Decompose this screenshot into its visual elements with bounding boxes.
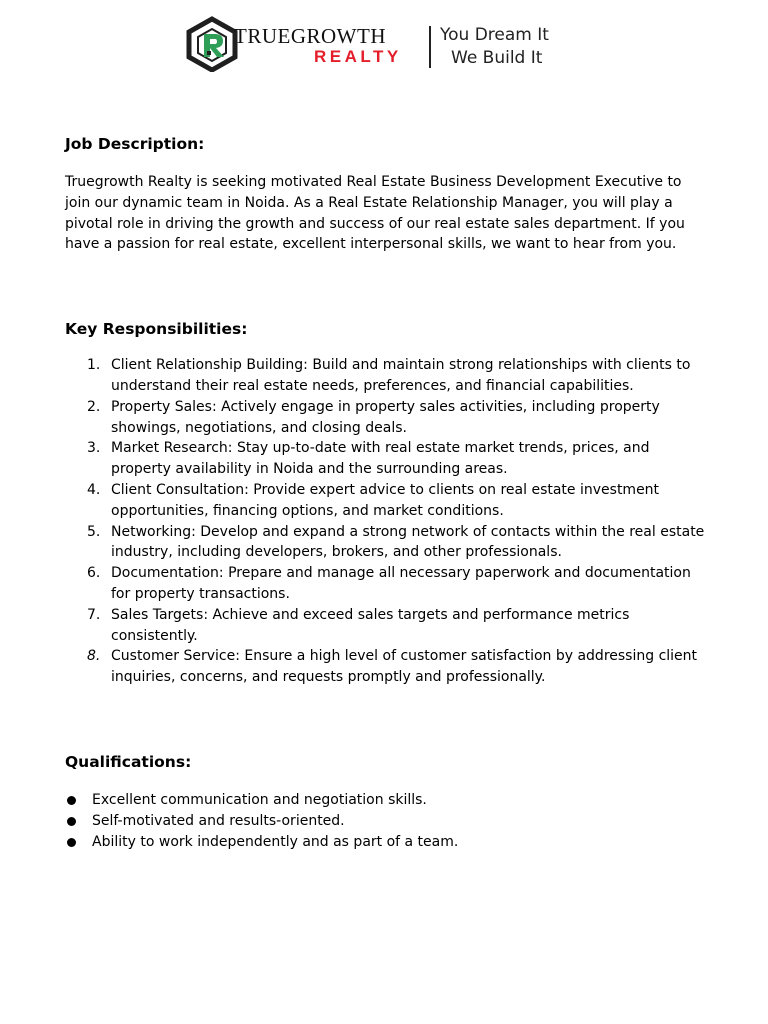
responsibilities-section [65,317,705,688]
item-text: Self-motivated and results-oriented. [92,812,345,829]
item-text: Excellent communication and negotiation skills. [92,791,427,808]
brand-subtitle: REALTY [314,47,402,66]
item-number: 3. [87,440,101,457]
tagline-line-1: You Dream It [440,25,549,45]
item-text: Documentation: Prepare and manage all necessary paperwork and documentation for property transactions. [111,565,691,602]
responsibility-item [65,563,705,605]
bullet-icon [67,796,76,805]
item-number: 7. [87,606,101,623]
item-text: Ability to work independently and as part of a team. [92,833,459,850]
item-text: Networking: Develop and expand a strong network of contacts within the real estate industry, including developers, brokers, and other professionals. [111,523,705,561]
tagline [440,24,549,70]
item-number: 1. [87,357,101,374]
item-text: Market Research: Stay up-to-date with real estate market trends, prices, and property availability in Noida and the surrounding areas. [111,440,650,478]
responsibility-item [65,522,705,564]
item-text: Client Consultation: Provide expert advice to clients on real estate investment opportunities, financing options, and market conditions. [111,481,660,519]
bullet-icon [67,817,76,826]
responsibility-item [65,438,705,480]
item-text: Customer Service: Ensure a high level of customer satisfaction by addressing client inquiries, concerns, and requests promptly and professionally. [111,648,698,686]
job-description-heading: Job Description: [65,135,205,153]
item-number: 6. [87,565,101,582]
item-text: Property Sales: Actively engage in property sales activities, including property showings, negotiations, and closing deals. [111,398,660,436]
responsibility-item [65,355,705,397]
qualification-item [65,811,705,832]
responsibility-item [65,397,705,439]
job-description-text: Truegrowth Realty is seeking motivated Real Estate Business Development Executive to join our dynamic team in Noida. As a Real Estate Relationship Manager, you will play a pivotal role in driving the growth and success of our real estate sales department. If you have a passion for real estate, excellent interpersonal skills, we want to hear from you. [65,174,685,253]
brand-name: TRUEGROWTH [234,24,386,48]
item-number: 2. [87,398,101,415]
tagline-line-2: We Build It [451,48,543,68]
responsibility-item [65,605,705,647]
truegrowth-logo-icon [184,16,240,72]
qualification-item [65,790,705,811]
responsibilities-list [65,355,705,688]
qualifications-list [65,790,705,852]
bullet-icon [67,838,76,847]
item-number: 4. [87,481,101,498]
qualifications-section [65,750,705,852]
job-description-section [65,132,705,255]
responsibilities-heading: Key Responsibilities: [65,320,248,339]
item-number: 5. [87,523,101,540]
responsibility-item [65,480,705,522]
responsibility-item [65,646,705,688]
page-header [184,14,584,74]
qualification-item [65,832,705,853]
header-divider [429,26,431,68]
document-body [65,132,705,852]
item-number: 8. [87,648,101,665]
qualifications-heading: Qualifications: [65,752,192,771]
item-text: Sales Targets: Achieve and exceed sales targets and performance metrics consistently. [111,606,630,644]
item-text: Client Relationship Building: Build and maintain strong relationships with clients to understand their real estate needs, preferences, and financial capabilities. [111,357,691,394]
